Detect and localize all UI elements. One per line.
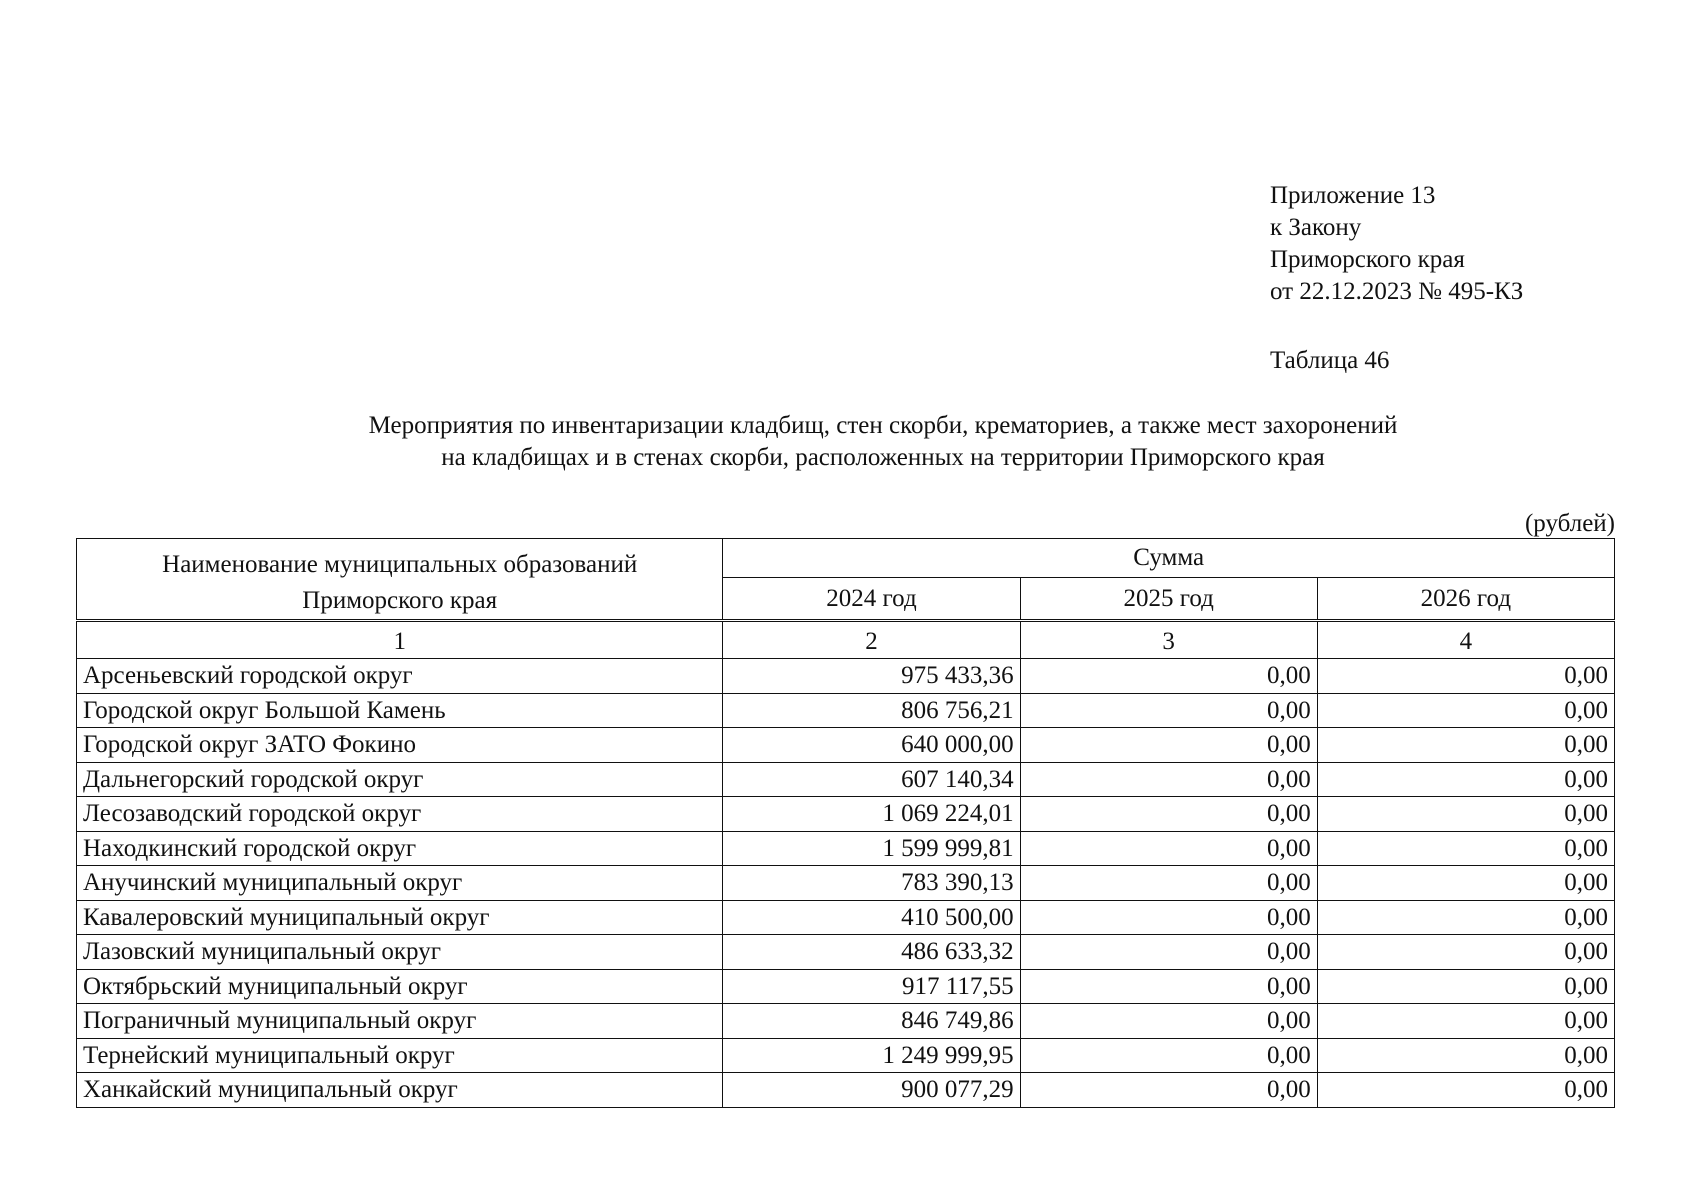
cell-amount-2025: 0,00 [1020, 831, 1317, 866]
cell-amount-2025: 0,00 [1020, 1004, 1317, 1039]
cell-amount-2024: 640 000,00 [723, 728, 1020, 763]
cell-amount-2025: 0,00 [1020, 900, 1317, 935]
cell-amount-2025: 0,00 [1020, 797, 1317, 832]
column-number: 2 [723, 621, 1020, 659]
cell-amount-2026: 0,00 [1317, 866, 1614, 901]
cell-amount-2025: 0,00 [1020, 693, 1317, 728]
cell-amount-2024: 900 077,29 [723, 1073, 1020, 1108]
cell-municipality-name: Октябрьский муниципальный округ [77, 969, 723, 1004]
cell-municipality-name: Дальнегорский городской округ [77, 762, 723, 797]
appendix-line: Приложение 13 [1270, 182, 1436, 209]
cell-amount-2024: 1 599 999,81 [723, 831, 1020, 866]
cell-amount-2026: 0,00 [1317, 969, 1614, 1004]
table-row [77, 900, 1615, 935]
cell-amount-2026: 0,00 [1317, 693, 1614, 728]
cell-amount-2024: 486 633,32 [723, 935, 1020, 970]
cell-amount-2025: 0,00 [1020, 762, 1317, 797]
appendix-line: Приморского края [1270, 246, 1465, 273]
cell-amount-2026: 0,00 [1317, 797, 1614, 832]
cell-amount-2026: 0,00 [1317, 831, 1614, 866]
table-row [77, 693, 1615, 728]
cell-amount-2024: 806 756,21 [723, 693, 1020, 728]
cell-amount-2026: 0,00 [1317, 1038, 1614, 1073]
table-row [77, 728, 1615, 763]
header-sum: Сумма [723, 539, 1615, 578]
document-title [76, 410, 1690, 474]
funding-table [76, 538, 1615, 1108]
cell-municipality-name: Городской округ Большой Камень [77, 693, 723, 728]
cell-amount-2026: 0,00 [1317, 659, 1614, 694]
header-municipality-line: Наименование муниципальных образований [162, 551, 638, 578]
cell-municipality-name: Ханкайский муниципальный округ [77, 1073, 723, 1108]
cell-amount-2024: 410 500,00 [723, 900, 1020, 935]
column-number: 3 [1020, 621, 1317, 659]
cell-municipality-name: Тернейский муниципальный округ [77, 1038, 723, 1073]
cell-amount-2025: 0,00 [1020, 1073, 1317, 1108]
table-row [77, 1073, 1615, 1108]
cell-amount-2026: 0,00 [1317, 900, 1614, 935]
cell-amount-2026: 0,00 [1317, 1073, 1614, 1108]
cell-municipality-name: Городской округ ЗАТО Фокино [77, 728, 723, 763]
document-title-line: на кладбищах и в стенах скорби, расположенных на территории Приморского края [441, 444, 1325, 471]
cell-amount-2024: 975 433,36 [723, 659, 1020, 694]
document-title-line: Мероприятия по инвентаризации кладбищ, стен скорби, крематориев, а также мест захоронений [368, 412, 1398, 439]
cell-municipality-name: Лесозаводский городской округ [77, 797, 723, 832]
cell-municipality-name: Находкинский городской округ [77, 831, 723, 866]
cell-amount-2024: 607 140,34 [723, 762, 1020, 797]
column-number: 1 [77, 621, 723, 659]
cell-amount-2025: 0,00 [1020, 659, 1317, 694]
header-year-2025: 2025 год [1020, 578, 1317, 621]
cell-amount-2025: 0,00 [1020, 728, 1317, 763]
table-row [77, 797, 1615, 832]
table-row [77, 659, 1615, 694]
cell-amount-2025: 0,00 [1020, 969, 1317, 1004]
cell-amount-2026: 0,00 [1317, 1004, 1614, 1039]
units-label: (рублей) [1524, 510, 1615, 537]
cell-amount-2026: 0,00 [1317, 762, 1614, 797]
header-municipality [77, 539, 723, 621]
table-row [77, 831, 1615, 866]
cell-amount-2024: 783 390,13 [723, 866, 1020, 901]
header-municipality-line: Приморского края [302, 587, 498, 614]
cell-amount-2024: 917 117,55 [723, 969, 1020, 1004]
table-row [77, 866, 1615, 901]
table-row [77, 762, 1615, 797]
header-year-2024: 2024 год [723, 578, 1020, 621]
cell-amount-2025: 0,00 [1020, 935, 1317, 970]
cell-amount-2025: 0,00 [1020, 866, 1317, 901]
appendix-line: от 22.12.2023 № 495-КЗ [1270, 278, 1524, 305]
table-label: Таблица 46 [1270, 347, 1390, 374]
cell-amount-2024: 1 249 999,95 [723, 1038, 1020, 1073]
cell-amount-2024: 846 749,86 [723, 1004, 1020, 1039]
table-row [77, 969, 1615, 1004]
table-body [77, 659, 1615, 1108]
cell-municipality-name: Пограничный муниципальный округ [77, 1004, 723, 1039]
table-row [77, 1038, 1615, 1073]
cell-municipality-name: Арсеньевский городской округ [77, 659, 723, 694]
appendix-block [1270, 180, 1523, 308]
cell-municipality-name: Кавалеровский муниципальный округ [77, 900, 723, 935]
table-row [77, 1004, 1615, 1039]
cell-amount-2026: 0,00 [1317, 728, 1614, 763]
cell-amount-2025: 0,00 [1020, 1038, 1317, 1073]
cell-municipality-name: Лазовский муниципальный округ [77, 935, 723, 970]
appendix-line: к Закону [1270, 214, 1362, 241]
header-year-2026: 2026 год [1317, 578, 1614, 621]
cell-municipality-name: Анучинский муниципальный округ [77, 866, 723, 901]
cell-amount-2026: 0,00 [1317, 935, 1614, 970]
cell-amount-2024: 1 069 224,01 [723, 797, 1020, 832]
table-row [77, 935, 1615, 970]
column-number: 4 [1317, 621, 1614, 659]
